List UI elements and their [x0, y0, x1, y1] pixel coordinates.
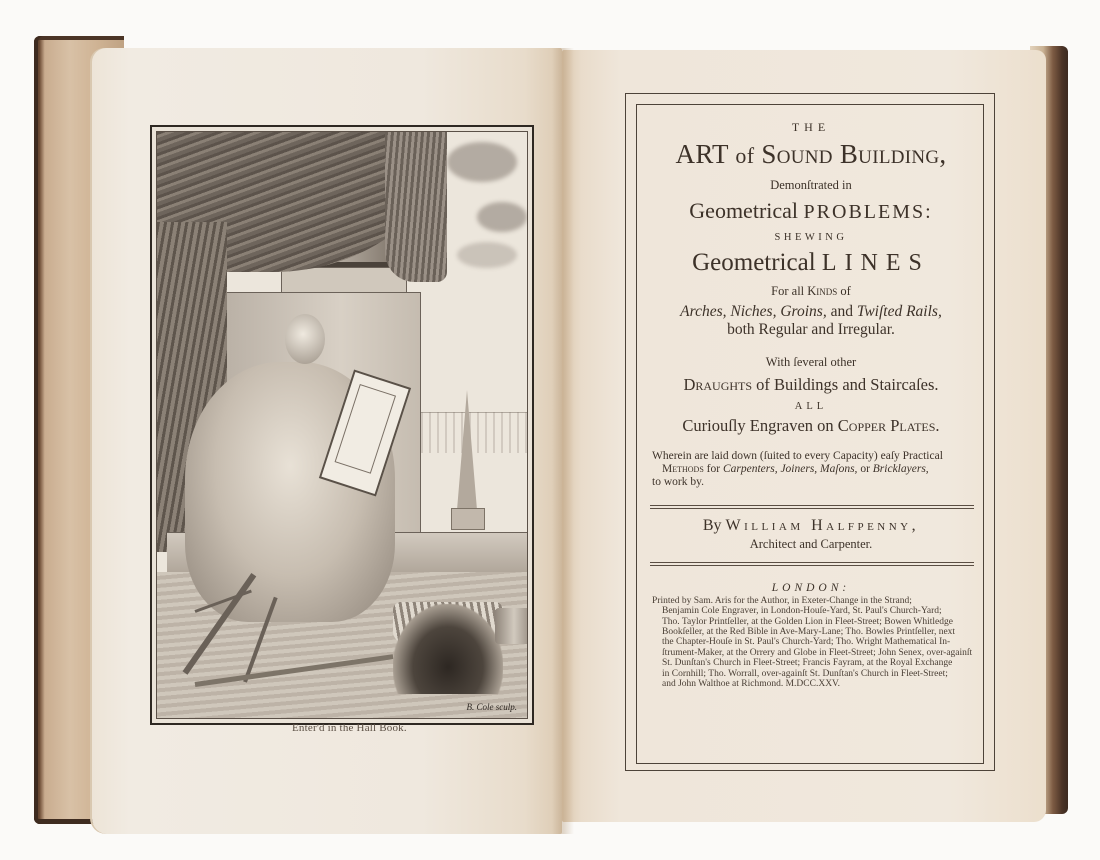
text-carpenters: Carpenters, Joiners, Maſons, [722, 462, 858, 475]
text-methods-line [652, 463, 972, 476]
title-word-building: Building, [839, 139, 947, 169]
text-curiously-engraven: Curiouſly Engraven on [682, 416, 834, 435]
obelisk [457, 390, 477, 510]
word-problems: PROBLEMS: [803, 201, 933, 223]
subtitle-for-all-kinds [640, 284, 982, 299]
subtitle-with-several: With ſeveral other [765, 355, 857, 369]
obelisk-base [451, 508, 485, 530]
capital-shadow [393, 604, 503, 694]
author-name: William Halfpenny, [725, 516, 920, 534]
engraving-image [156, 131, 528, 719]
author-title: Architect and Carpenter. [749, 536, 873, 551]
text-by: By [702, 516, 722, 534]
text-for-all: For all [771, 284, 805, 298]
subtitle-shewing: SHEWING [774, 232, 848, 243]
imprint-line: Benjamin Cole Engraver, in London-Houſe-Yard, St. Paul's Church-Yard; [662, 606, 942, 617]
subtitle-all: ALL [794, 401, 828, 412]
title-word-of: of [735, 143, 755, 168]
axe-handle [243, 597, 278, 683]
square-rule [195, 654, 394, 687]
subtitle-arches-list [640, 303, 982, 321]
subtitle-demonstrated: Demonſtrated in [770, 178, 852, 192]
imprint-line: ſtrument-Maker, at the Orrery and Globe in Fleet-Street; John Senex, over-againſt [662, 647, 973, 658]
main-title [640, 139, 982, 170]
title-the: THE [791, 120, 831, 134]
imprint-line: St. Dunſtan's Church in Fleet-Street; Francis Fayram, at the Royal Exchange [662, 658, 953, 669]
description-paragraph [652, 450, 972, 489]
column-base [495, 608, 528, 644]
subtitle-geometrical-lines [640, 249, 982, 277]
text-wherein: Wherein are laid down (ſuited to every Capacity) eaſy Practical [652, 450, 943, 462]
imprint-line: Bookſeller, at the Red Bible in Ave-Mary-Lane; Tho. Bowles Printſeller, next [662, 626, 956, 637]
ruler [183, 573, 257, 675]
author-line [640, 517, 982, 535]
cloud [447, 142, 517, 182]
divider-rule [650, 562, 974, 566]
text-kinds: Kinds [807, 284, 838, 298]
compass [194, 590, 251, 613]
imprint-london: LONDON: [771, 581, 851, 594]
pedestal-cap [281, 267, 407, 295]
text-of: of [840, 284, 851, 298]
imprint-line: in Cornhill; Tho. Worrall, over-againſt St. Dunſtan's Church in Fleet-Street; [662, 668, 948, 679]
title-word-sound: Sound [761, 139, 833, 169]
divider-rule [650, 505, 974, 509]
imprint-line: the Chapter-Houſe in St. Paul's Church-Yard; Tho. Wright Mathematical In- [662, 637, 951, 648]
word-lines: LINES [821, 250, 930, 276]
text-methods: Methods [662, 462, 704, 475]
text-buildings-staircases: of Buildings and Staircaſes. [756, 375, 939, 394]
text-and: and [830, 303, 853, 320]
imprint-line: Tho. Taylor Printſeller, at the Golden Lion in Fleet-Street; Bowen Whitledge [662, 616, 953, 627]
engraver-signature: B. Cole sculp. [466, 702, 517, 712]
text-draughts: Draughts [683, 375, 753, 394]
cloud [457, 242, 517, 268]
carpentry-tools [185, 570, 385, 700]
imprint-line: and John Walthoe at Richmond. M.DCC.XXV. [662, 679, 841, 690]
text-niches: Niches, [730, 303, 777, 320]
text-bricklayers: Bricklayers, [872, 462, 929, 475]
imprint-text [652, 596, 976, 690]
text-for: for [706, 462, 721, 475]
text-or: or [860, 462, 870, 475]
text-arches: Arches, [680, 303, 727, 320]
frontispiece-engraving [150, 125, 534, 725]
drapery-hanging [385, 132, 447, 282]
book-gutter [552, 48, 574, 834]
figure-head [285, 314, 325, 364]
subtitle-regular: both Regular and Irregular. [727, 321, 895, 338]
word-geometrical: Geometrical [692, 249, 816, 276]
cloud [477, 202, 527, 232]
text-groins: Groins, [780, 303, 827, 320]
title-page-text [640, 112, 982, 690]
text-to-work-by: to work by. [652, 475, 704, 488]
text-twisted-rails: Twiſted Rails, [856, 303, 942, 320]
subtitle-geometrical-problems [640, 198, 982, 224]
imprint-line: Printed by Sam. Aris for the Author, in Exeter-Change in the Strand; [652, 595, 912, 606]
title-word-art: ART [675, 139, 729, 169]
word-geometrical: Geometrical [689, 198, 799, 223]
subtitle-copper-plates [640, 416, 982, 436]
subtitle-draughts [640, 375, 982, 395]
text-copper-plates: Copper Plates. [837, 416, 940, 435]
plate-caption: Enter'd in the Hall Book. [292, 722, 407, 734]
